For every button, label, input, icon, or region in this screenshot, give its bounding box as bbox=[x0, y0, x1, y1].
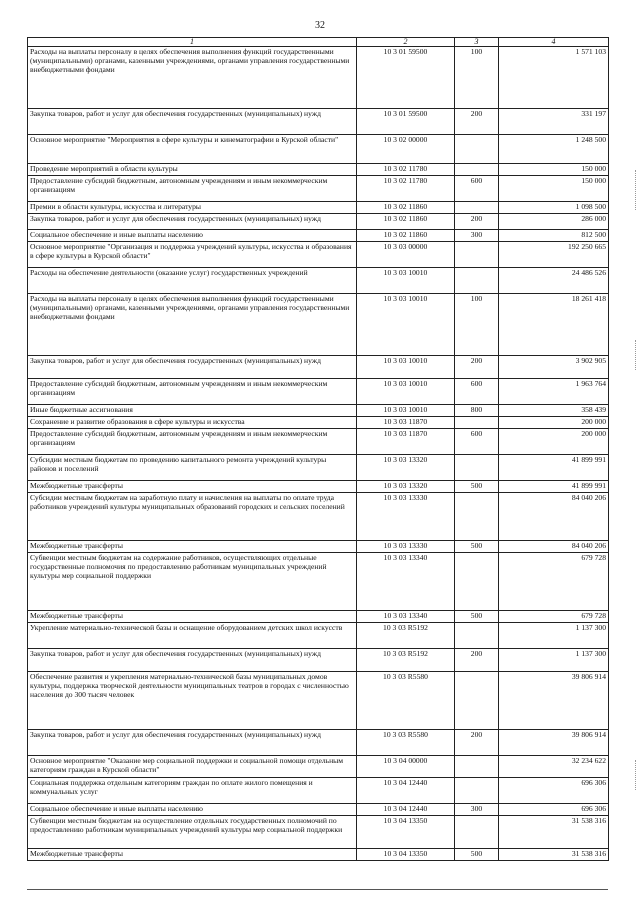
table-row bbox=[28, 378, 609, 404]
row-amount: 696 306 bbox=[499, 777, 609, 803]
row-amount: 24 486 526 bbox=[499, 267, 609, 293]
row-name: Расходы на выплаты персоналу в целях обеспечения выполнения функций государственными (муниципальными) органами, казенными учреждениями, органами управления государственными внебюджетными фондами bbox=[28, 47, 357, 109]
table-row bbox=[28, 175, 609, 201]
table-row bbox=[28, 777, 609, 803]
row-amount: 192 250 665 bbox=[499, 241, 609, 267]
row-expense-type: 600 bbox=[455, 378, 499, 404]
row-code: 10 3 03 10010 bbox=[357, 293, 455, 355]
row-code: 10 3 03 10010 bbox=[357, 355, 455, 378]
row-code: 10 3 02 00000 bbox=[357, 135, 455, 164]
row-expense-type: 600 bbox=[455, 175, 499, 201]
row-expense-type: 500 bbox=[455, 480, 499, 492]
row-amount: 84 040 206 bbox=[499, 540, 609, 552]
row-code: 10 3 03 11870 bbox=[357, 416, 455, 428]
row-amount: 3 902 905 bbox=[499, 355, 609, 378]
row-name: Основное мероприятие "Оказание мер социальной поддержки и социальной помощи отдельным категориям граждан в Курской области" bbox=[28, 755, 357, 777]
row-expense-type bbox=[455, 622, 499, 648]
row-amount: 84 040 206 bbox=[499, 492, 609, 540]
row-code: 10 3 03 13340 bbox=[357, 552, 455, 610]
row-name: Закупка товаров, работ и услуг для обеспечения государственных (муниципальных) нужд bbox=[28, 648, 357, 671]
row-code: 10 3 03 13330 bbox=[357, 492, 455, 540]
row-amount: 1 137 300 bbox=[499, 648, 609, 671]
table-row bbox=[28, 540, 609, 552]
row-code: 10 3 03 13330 bbox=[357, 540, 455, 552]
row-name: Субсидии местным бюджетам по проведению капитального ремонта учреждений культуры районов и поселений bbox=[28, 454, 357, 480]
row-name: Межбюджетные трансферты bbox=[28, 480, 357, 492]
row-code: 10 3 03 10010 bbox=[357, 378, 455, 404]
scan-edge-mark bbox=[635, 340, 637, 370]
column-header-3: 3 bbox=[455, 38, 499, 47]
row-code: 10 3 04 12440 bbox=[357, 777, 455, 803]
row-code: 10 3 03 R5192 bbox=[357, 622, 455, 648]
row-code: 10 3 04 13350 bbox=[357, 815, 455, 848]
row-amount: 331 197 bbox=[499, 109, 609, 135]
row-expense-type bbox=[455, 164, 499, 176]
row-amount: 200 000 bbox=[499, 428, 609, 454]
table-row bbox=[28, 135, 609, 164]
row-expense-type: 500 bbox=[455, 540, 499, 552]
row-name: Социальное обеспечение и иные выплаты населению bbox=[28, 229, 357, 241]
row-code: 10 3 03 13320 bbox=[357, 480, 455, 492]
table-row bbox=[28, 241, 609, 267]
row-name: Предоставление субсидий бюджетным, автономным учреждениям и иным некоммерческим организациям bbox=[28, 175, 357, 201]
row-name: Предоставление субсидий бюджетным, автономным учреждениям и иным некоммерческим организациям bbox=[28, 378, 357, 404]
row-name: Социальная поддержка отдельным категориям граждан по оплате жилого помещения и коммунальных услуг bbox=[28, 777, 357, 803]
column-header-1: 1 bbox=[28, 38, 357, 47]
row-name: Основное мероприятие "Мероприятия в сфере культуры и кинематографии в Курской области" bbox=[28, 135, 357, 164]
row-name: Субвенции местным бюджетам на осуществление отдельных государственных полномочий по предоставлению работникам муниципальных учреждений культуры мер социальной поддержки bbox=[28, 815, 357, 848]
row-amount: 200 000 bbox=[499, 416, 609, 428]
row-code: 10 3 03 R5192 bbox=[357, 648, 455, 671]
table-row bbox=[28, 803, 609, 815]
row-amount: 41 899 991 bbox=[499, 454, 609, 480]
row-name: Расходы на выплаты персоналу в целях обеспечения выполнения функций государственными (муниципальными) органами, казенными учреждениями, органами управления государственными внебюджетными фондами bbox=[28, 293, 357, 355]
row-code: 10 3 02 11860 bbox=[357, 201, 455, 213]
table-header-row bbox=[28, 38, 609, 47]
row-code: 10 3 03 11870 bbox=[357, 428, 455, 454]
row-amount: 679 728 bbox=[499, 610, 609, 622]
row-expense-type bbox=[455, 671, 499, 729]
row-expense-type bbox=[455, 552, 499, 610]
table-row bbox=[28, 755, 609, 777]
row-code: 10 3 02 11780 bbox=[357, 164, 455, 176]
row-amount: 31 538 316 bbox=[499, 848, 609, 860]
table-row bbox=[28, 404, 609, 416]
bottom-rule bbox=[27, 889, 608, 890]
table-row bbox=[28, 848, 609, 860]
row-code: 10 3 03 13340 bbox=[357, 610, 455, 622]
row-name: Закупка товаров, работ и услуг для обеспечения государственных (муниципальных) нужд bbox=[28, 213, 357, 229]
row-name: Межбюджетные трансферты bbox=[28, 848, 357, 860]
row-amount: 1 571 103 bbox=[499, 47, 609, 109]
row-code: 10 3 02 11860 bbox=[357, 229, 455, 241]
row-amount: 150 000 bbox=[499, 164, 609, 176]
row-name: Закупка товаров, работ и услуг для обеспечения государственных (муниципальных) нужд bbox=[28, 109, 357, 135]
row-code: 10 3 03 00000 bbox=[357, 241, 455, 267]
row-expense-type: 200 bbox=[455, 648, 499, 671]
row-amount: 286 000 bbox=[499, 213, 609, 229]
table-row bbox=[28, 109, 609, 135]
row-expense-type: 100 bbox=[455, 47, 499, 109]
table-row bbox=[28, 428, 609, 454]
table-row bbox=[28, 213, 609, 229]
row-expense-type bbox=[455, 241, 499, 267]
row-name: Социальное обеспечение и иные выплаты населению bbox=[28, 803, 357, 815]
row-amount: 1 248 500 bbox=[499, 135, 609, 164]
row-amount: 358 439 bbox=[499, 404, 609, 416]
row-name: Премии в области культуры, искусства и литературы bbox=[28, 201, 357, 213]
row-code: 10 3 02 11780 bbox=[357, 175, 455, 201]
row-code: 10 3 01 59500 bbox=[357, 47, 455, 109]
column-header-4: 4 bbox=[499, 38, 609, 47]
row-expense-type: 200 bbox=[455, 355, 499, 378]
row-expense-type: 100 bbox=[455, 293, 499, 355]
row-expense-type bbox=[455, 416, 499, 428]
row-code: 10 3 03 10010 bbox=[357, 404, 455, 416]
row-code: 10 3 01 59500 bbox=[357, 109, 455, 135]
row-expense-type bbox=[455, 777, 499, 803]
row-code: 10 3 03 R5580 bbox=[357, 729, 455, 755]
row-amount: 41 899 991 bbox=[499, 480, 609, 492]
row-expense-type: 500 bbox=[455, 610, 499, 622]
row-name: Обеспечение развития и укрепления материально-технической базы муниципальных домов культуры, поддержка творческой деятельности муниципальных театров в городах с численностью населения до 300 тысяч человек bbox=[28, 671, 357, 729]
row-amount: 679 728 bbox=[499, 552, 609, 610]
row-name: Укрепление материально-технической базы и оснащение оборудованием детских школ искусств bbox=[28, 622, 357, 648]
row-amount: 39 806 914 bbox=[499, 671, 609, 729]
row-name: Расходы на обеспечение деятельности (оказание услуг) государственных учреждений bbox=[28, 267, 357, 293]
table-row bbox=[28, 648, 609, 671]
row-name: Сохранение и развитие образования в сфере культуры и искусства bbox=[28, 416, 357, 428]
row-code: 10 3 03 R5580 bbox=[357, 671, 455, 729]
table-row bbox=[28, 229, 609, 241]
row-name: Проведение мероприятий в области культуры bbox=[28, 164, 357, 176]
scan-edge-mark bbox=[635, 760, 637, 790]
table-row bbox=[28, 480, 609, 492]
row-name: Закупка товаров, работ и услуг для обеспечения государственных (муниципальных) нужд bbox=[28, 355, 357, 378]
table-row bbox=[28, 815, 609, 848]
table-row bbox=[28, 267, 609, 293]
row-name: Субсидии местным бюджетам на заработную плату и начисления на выплаты по оплате труда работников учреждений культуры муниципальных образований городских и сельских поселений bbox=[28, 492, 357, 540]
table-row bbox=[28, 201, 609, 213]
table-row bbox=[28, 416, 609, 428]
row-expense-type bbox=[455, 815, 499, 848]
table-row bbox=[28, 47, 609, 109]
row-name: Основное мероприятие "Организация и поддержка учреждений культуры, искусства и образования в сфере культуры в Курской области" bbox=[28, 241, 357, 267]
row-expense-type: 200 bbox=[455, 729, 499, 755]
table-row bbox=[28, 492, 609, 540]
row-amount: 812 500 bbox=[499, 229, 609, 241]
row-amount: 1 137 300 bbox=[499, 622, 609, 648]
row-name: Межбюджетные трансферты bbox=[28, 540, 357, 552]
row-expense-type bbox=[455, 755, 499, 777]
row-expense-type: 200 bbox=[455, 213, 499, 229]
row-amount: 31 538 316 bbox=[499, 815, 609, 848]
row-code: 10 3 04 00000 bbox=[357, 755, 455, 777]
scan-edge-mark bbox=[635, 170, 637, 210]
row-expense-type: 300 bbox=[455, 803, 499, 815]
row-amount: 32 234 622 bbox=[499, 755, 609, 777]
table-row bbox=[28, 355, 609, 378]
table-row bbox=[28, 729, 609, 755]
table-row bbox=[28, 671, 609, 729]
table-row bbox=[28, 164, 609, 176]
row-expense-type: 800 bbox=[455, 404, 499, 416]
row-code: 10 3 04 13350 bbox=[357, 848, 455, 860]
row-code: 10 3 04 12440 bbox=[357, 803, 455, 815]
table-row bbox=[28, 552, 609, 610]
row-expense-type: 200 bbox=[455, 109, 499, 135]
row-name: Закупка товаров, работ и услуг для обеспечения государственных (муниципальных) нужд bbox=[28, 729, 357, 755]
table-row bbox=[28, 610, 609, 622]
row-expense-type bbox=[455, 454, 499, 480]
row-expense-type: 500 bbox=[455, 848, 499, 860]
row-amount: 150 000 bbox=[499, 175, 609, 201]
page-number: 32 bbox=[315, 20, 325, 31]
row-amount: 1 098 500 bbox=[499, 201, 609, 213]
row-expense-type: 300 bbox=[455, 229, 499, 241]
row-amount: 18 261 418 bbox=[499, 293, 609, 355]
row-code: 10 3 02 11860 bbox=[357, 213, 455, 229]
table-row bbox=[28, 622, 609, 648]
column-header-2: 2 bbox=[357, 38, 455, 47]
budget-table bbox=[27, 37, 609, 861]
row-name: Предоставление субсидий бюджетным, автономным учреждениям и иным некоммерческим организациям bbox=[28, 428, 357, 454]
row-name: Межбюджетные трансферты bbox=[28, 610, 357, 622]
row-amount: 696 306 bbox=[499, 803, 609, 815]
table-row bbox=[28, 293, 609, 355]
row-amount: 1 963 764 bbox=[499, 378, 609, 404]
row-code: 10 3 03 13320 bbox=[357, 454, 455, 480]
row-expense-type bbox=[455, 267, 499, 293]
row-expense-type: 600 bbox=[455, 428, 499, 454]
table-row bbox=[28, 454, 609, 480]
row-expense-type bbox=[455, 135, 499, 164]
row-name: Субвенции местным бюджетам на содержание работников, осуществляющих отдельные государственные полномочия по предоставлению работникам муниципальных учреждений культуры мер социальной поддержки bbox=[28, 552, 357, 610]
row-code: 10 3 03 10010 bbox=[357, 267, 455, 293]
row-amount: 39 806 914 bbox=[499, 729, 609, 755]
row-expense-type bbox=[455, 201, 499, 213]
row-expense-type bbox=[455, 492, 499, 540]
row-name: Иные бюджетные ассигнования bbox=[28, 404, 357, 416]
